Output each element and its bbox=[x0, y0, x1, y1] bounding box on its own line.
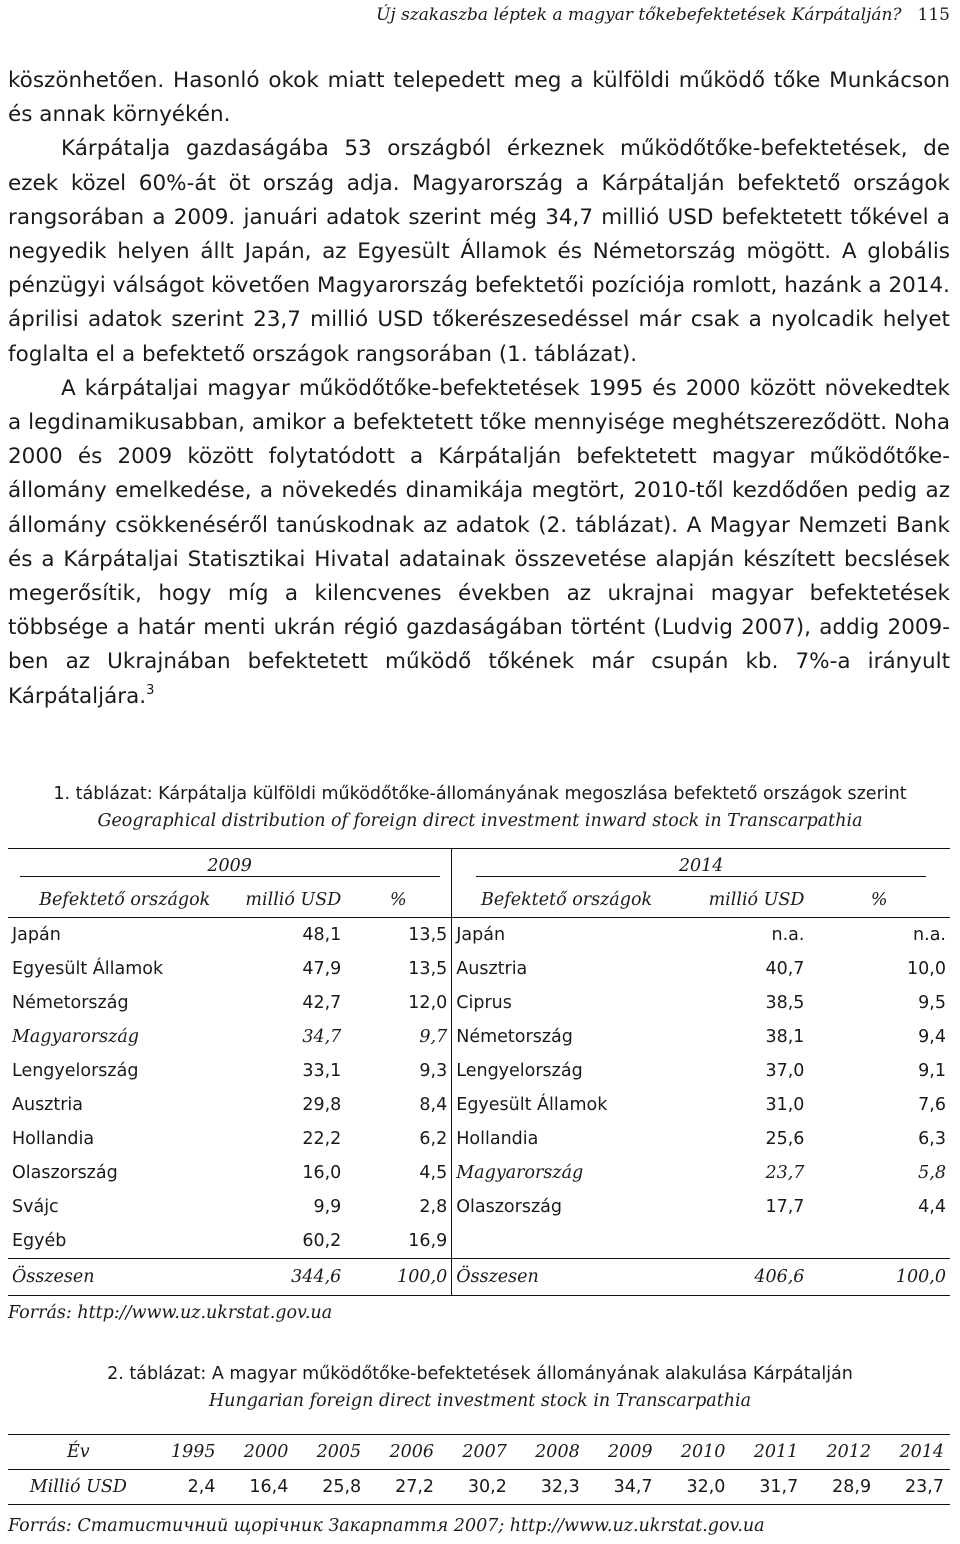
table2 bbox=[8, 1434, 950, 1505]
country-cell: Ciprus bbox=[452, 986, 681, 1020]
value-cell: 23,7 bbox=[765, 1163, 805, 1183]
table2-year-row bbox=[8, 1435, 950, 1470]
row-label-musd: Millió USD bbox=[8, 1470, 149, 1505]
country-cell: Japán bbox=[452, 918, 681, 953]
value-cell: 16,0 bbox=[302, 1163, 342, 1183]
total-pct: 100,0 bbox=[808, 1259, 950, 1296]
pct-cell: 4,5 bbox=[419, 1163, 448, 1183]
pct-cell: 16,9 bbox=[408, 1231, 448, 1251]
value-cell: 34,7 bbox=[586, 1470, 659, 1505]
value-cell: 33,1 bbox=[302, 1061, 342, 1081]
pct-cell: 9,5 bbox=[918, 993, 946, 1013]
year-cell: 2007 bbox=[440, 1435, 513, 1470]
value-cell: 60,2 bbox=[302, 1231, 342, 1251]
country-cell: Egyéb bbox=[12, 1231, 67, 1251]
value-cell: 47,9 bbox=[302, 959, 342, 979]
year-cell: 2014 bbox=[877, 1435, 950, 1470]
paragraph-1: köszönhetően. Hasonló okok miatt telepedett meg a külföldi működő tőke Munkácson és annak környékén. bbox=[8, 68, 950, 128]
value-cell: 42,7 bbox=[302, 993, 342, 1013]
value-cell: 2,4 bbox=[149, 1470, 222, 1505]
value-cell: 38,1 bbox=[765, 1027, 805, 1047]
col-header-musd: millió USD bbox=[241, 883, 345, 918]
total-label: Összesen bbox=[452, 1259, 681, 1296]
value-cell: 28,9 bbox=[804, 1470, 877, 1505]
pct-cell: 9,3 bbox=[419, 1061, 448, 1081]
country-cell: Lengyelország bbox=[452, 1054, 681, 1088]
value-cell: 23,7 bbox=[877, 1470, 950, 1505]
table1-header-row bbox=[8, 883, 950, 918]
table-row bbox=[8, 986, 950, 1020]
row-label-year: Év bbox=[8, 1435, 149, 1470]
col-header-musd: millió USD bbox=[681, 883, 809, 918]
pct-cell: 10,0 bbox=[907, 959, 946, 979]
country-cell: Egyesült Államok bbox=[12, 959, 164, 979]
table2-value-row bbox=[8, 1470, 950, 1505]
value-cell: 32,0 bbox=[659, 1470, 732, 1505]
table2-caption bbox=[0, 1361, 960, 1415]
value-cell bbox=[681, 1224, 809, 1259]
table1-caption-hu: 1. táblázat: Kárpátalja külföldi működőtőke-állományának megoszlása befektető országok szerint bbox=[53, 784, 907, 804]
value-cell: 37,0 bbox=[765, 1061, 805, 1081]
table1-body bbox=[8, 918, 950, 1259]
country-cell: Magyarország bbox=[452, 1156, 681, 1190]
year-cell: 2009 bbox=[586, 1435, 659, 1470]
year-cell: 2000 bbox=[222, 1435, 295, 1470]
table1-caption bbox=[0, 781, 960, 835]
value-cell: 48,1 bbox=[302, 925, 342, 945]
body-text bbox=[8, 64, 950, 714]
total-label: Összesen bbox=[8, 1259, 241, 1296]
year-cell: 2005 bbox=[294, 1435, 367, 1470]
pct-cell: 6,3 bbox=[918, 1129, 946, 1149]
year-cell: 2008 bbox=[513, 1435, 586, 1470]
value-cell: 34,7 bbox=[302, 1027, 342, 1047]
value-cell: 9,9 bbox=[313, 1197, 342, 1217]
table1 bbox=[8, 848, 950, 1296]
pct-cell: 13,5 bbox=[408, 959, 448, 979]
year-cell: 2010 bbox=[659, 1435, 732, 1470]
table1-year-left: 2009 bbox=[8, 849, 452, 884]
pct-cell: 13,5 bbox=[408, 925, 448, 945]
table-row bbox=[8, 1156, 950, 1190]
year-cell: 2012 bbox=[804, 1435, 877, 1470]
pct-cell: 5,8 bbox=[918, 1163, 946, 1183]
value-cell: 32,3 bbox=[513, 1470, 586, 1505]
table-row bbox=[8, 1088, 950, 1122]
value-cell: 29,8 bbox=[302, 1095, 342, 1115]
country-cell: Hollandia bbox=[452, 1122, 681, 1156]
table2-source: Forrás: Статистичний щорічник Закарпаття 2007; http://www.uz.ukrstat.gov.ua bbox=[8, 1516, 765, 1536]
table2-caption-hu: 2. táblázat: A magyar működőtőke-befektetések állományának alakulása Kárpátalján bbox=[107, 1364, 853, 1384]
table1-source: Forrás: http://www.uz.ukrstat.gov.ua bbox=[8, 1303, 333, 1323]
total-pct: 100,0 bbox=[345, 1259, 451, 1296]
value-cell: 25,6 bbox=[765, 1129, 805, 1149]
table-row bbox=[8, 1224, 950, 1259]
table1-total-row bbox=[8, 1259, 950, 1296]
country-cell: Japán bbox=[12, 925, 61, 945]
paragraph-3 bbox=[8, 372, 950, 714]
country-cell: Egyesült Államok bbox=[452, 1088, 681, 1122]
value-cell: 27,2 bbox=[367, 1470, 440, 1505]
country-cell: Lengyelország bbox=[12, 1061, 139, 1081]
pct-cell: 9,7 bbox=[419, 1027, 448, 1047]
table-row bbox=[8, 1020, 950, 1054]
value-cell: 31,7 bbox=[731, 1470, 804, 1505]
value-cell: 31,0 bbox=[765, 1095, 805, 1115]
value-cell: n.a. bbox=[771, 925, 805, 945]
value-cell: 30,2 bbox=[440, 1470, 513, 1505]
pct-cell: 8,4 bbox=[419, 1095, 448, 1115]
year-cell: 1995 bbox=[149, 1435, 222, 1470]
value-cell: 40,7 bbox=[765, 959, 805, 979]
country-cell bbox=[452, 1224, 681, 1259]
col-header-pct: % bbox=[808, 883, 950, 918]
country-cell: Magyarország bbox=[12, 1027, 139, 1047]
pct-cell: 9,1 bbox=[918, 1061, 946, 1081]
value-cell: 22,2 bbox=[302, 1129, 342, 1149]
year-cell: 2006 bbox=[367, 1435, 440, 1470]
paragraph-3-text: A kárpátaljai magyar működőtőke-befektetések 1995 és 2000 között növekedtek a legdinamikusabban, amikor a befektetett tőke mennyisége meghétszereződött. Noha 2000 és 2009 között folytatódott a Kárpátalján befektetett magyar működőtőke-állomány emelkedése, a növekedés dinamikája megtört, 2010-től kezdődően pedig az állomány csökkenéséről tanúskodnak az adatok (2. táblázat). A Magyar Nemzeti Bank és a Kárpátaljai Statisztikai Hivatal adatainak összevetése alapján készített becslések megerősítik, hogy míg a kilencvenes években az ukrajnai magyar befektetések többsége a határ menti ukrán régió gazdaságában történt (Ludvig 2007), addig 2009-ben az Ukrajnában befektetett működő tőkének már csupán kb. 7%-a irányult Kárpátaljára. bbox=[8, 375, 950, 709]
footnote-reference: 3 bbox=[146, 682, 155, 698]
page-number: 115 bbox=[917, 5, 950, 25]
country-cell: Németország bbox=[452, 1020, 681, 1054]
pct-cell: 7,6 bbox=[918, 1095, 946, 1115]
country-cell: Olaszország bbox=[12, 1163, 118, 1183]
pct-cell: 6,2 bbox=[419, 1129, 448, 1149]
paragraph-2: Kárpátalja gazdaságába 53 országból érkeznek működőtőke-befektetések, de ezek közel 60%-át öt ország adja. Magyarország a Kárpátalján befektető országok rangsorában a 2009. januári adatok szerint még 34,7 millió USD befektetett tőkével a negyedik helyen állt Japán, az Egyesült Államok és Németország mögött. A globális pénzügyi válságot követően Magyarország befektetői pozíciója romlott, hazánk a 2014. áprilisi adatok szerint 23,7 millió USD tőkerészesedéssel már csak a nyolcadik helyet foglalta el a befektető országok rangsorában (1. táblázat). bbox=[8, 136, 950, 367]
table-row bbox=[8, 1122, 950, 1156]
table-row bbox=[8, 952, 950, 986]
col-header-country: Befektető országok bbox=[8, 883, 241, 918]
table-row bbox=[8, 918, 950, 953]
country-cell: Németország bbox=[12, 993, 129, 1013]
value-cell: 17,7 bbox=[765, 1197, 805, 1217]
table1-caption-en: Geographical distribution of foreign direct investment inward stock in Transcarpathia bbox=[97, 811, 863, 831]
pct-cell: 2,8 bbox=[419, 1197, 448, 1217]
value-cell: 38,5 bbox=[765, 993, 805, 1013]
country-cell: Hollandia bbox=[12, 1129, 95, 1149]
country-cell: Ausztria bbox=[452, 952, 681, 986]
col-header-country: Befektető országok bbox=[452, 883, 681, 918]
pct-cell: n.a. bbox=[913, 925, 946, 945]
pct-cell bbox=[808, 1224, 950, 1259]
pct-cell: 12,0 bbox=[408, 993, 448, 1013]
table2-caption-en: Hungarian foreign direct investment stock in Transcarpathia bbox=[208, 1391, 752, 1411]
value-cell: 16,4 bbox=[222, 1470, 295, 1505]
total-value: 344,6 bbox=[241, 1259, 345, 1296]
running-header bbox=[8, 5, 950, 25]
total-value: 406,6 bbox=[681, 1259, 809, 1296]
table-row bbox=[8, 1054, 950, 1088]
country-cell: Olaszország bbox=[452, 1190, 681, 1224]
value-cell: 25,8 bbox=[294, 1470, 367, 1505]
table1-year-right: 2014 bbox=[452, 849, 950, 884]
pct-cell: 4,4 bbox=[918, 1197, 946, 1217]
country-cell: Ausztria bbox=[12, 1095, 84, 1115]
year-cell: 2011 bbox=[731, 1435, 804, 1470]
col-header-pct: % bbox=[345, 883, 451, 918]
table1-year-row bbox=[8, 849, 950, 884]
pct-cell: 9,4 bbox=[918, 1027, 946, 1047]
running-title: Új szakaszba léptek a magyar tőkebefektetések Kárpátalján? bbox=[376, 5, 902, 25]
country-cell: Svájc bbox=[12, 1197, 59, 1217]
table-row bbox=[8, 1190, 950, 1224]
